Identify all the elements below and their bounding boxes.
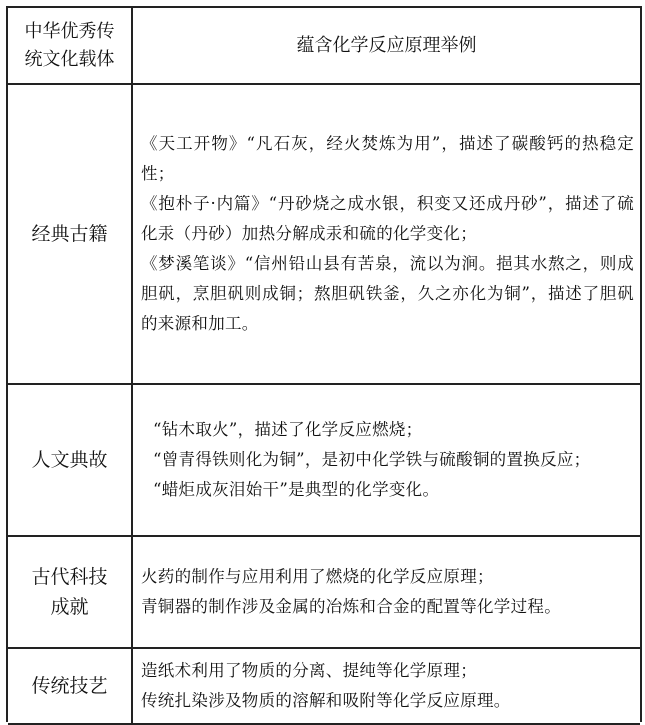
example-text: “曾青得铁则化为铜”，是初中化学铁与硫酸铜的置换反应； — [153, 450, 591, 469]
category-traditional-craft: 传统技艺 — [8, 648, 132, 724]
category-ancient-tech: 古代科技成就 — [8, 536, 132, 648]
table — [8, 8, 640, 725]
examples-humanities — [132, 384, 640, 536]
examples-classics — [132, 84, 640, 384]
examples-traditional-craft — [132, 648, 640, 724]
example-text: 《天工开物》“凡石灰，经火焚炼为用”，描述了碳酸钙的热稳定性； — [141, 134, 634, 183]
example-text: 传统扎染涉及物质的溶解和吸附等化学反应原理。 — [141, 691, 511, 710]
table-row — [8, 84, 640, 384]
header-examples: 蕴含化学反应原理举例 — [132, 8, 640, 84]
table-row — [8, 384, 640, 536]
header-row — [8, 8, 640, 84]
example-text: 《梦溪笔谈》“信州铅山县有苦泉，流以为涧。挹其水熬之，则成胆矾，烹胆矾则成铜；熬胆矾铁釜，久之亦化为铜”，描述了胆矾的来源和加工。 — [141, 254, 634, 333]
table-row — [8, 648, 640, 724]
category-classics: 经典古籍 — [8, 84, 132, 384]
example-text: 火药的制作与应用利用了燃烧的化学反应原理； — [141, 567, 494, 586]
culture-chemistry-table — [6, 6, 642, 722]
category-humanities: 人文典故 — [8, 384, 132, 536]
example-text: “蜡炬成灰泪始干”是典型的化学变化。 — [153, 480, 440, 499]
table-row — [8, 536, 640, 648]
example-text: “钻木取火”，描述了化学反应燃烧； — [153, 420, 423, 439]
example-text: 《抱朴子·内篇》“丹砂烧之成水银，积变又还成丹砂”，描述了硫化汞（丹砂）加热分解成汞和硫的化学变化； — [141, 194, 634, 243]
header-carrier: 中华优秀传统文化载体 — [8, 8, 132, 84]
example-text: 青铜器的制作涉及金属的冶炼和合金的配置等化学过程。 — [141, 597, 561, 616]
example-text: 造纸术利用了物质的分离、提纯等化学原理； — [141, 661, 477, 680]
examples-ancient-tech — [132, 536, 640, 648]
